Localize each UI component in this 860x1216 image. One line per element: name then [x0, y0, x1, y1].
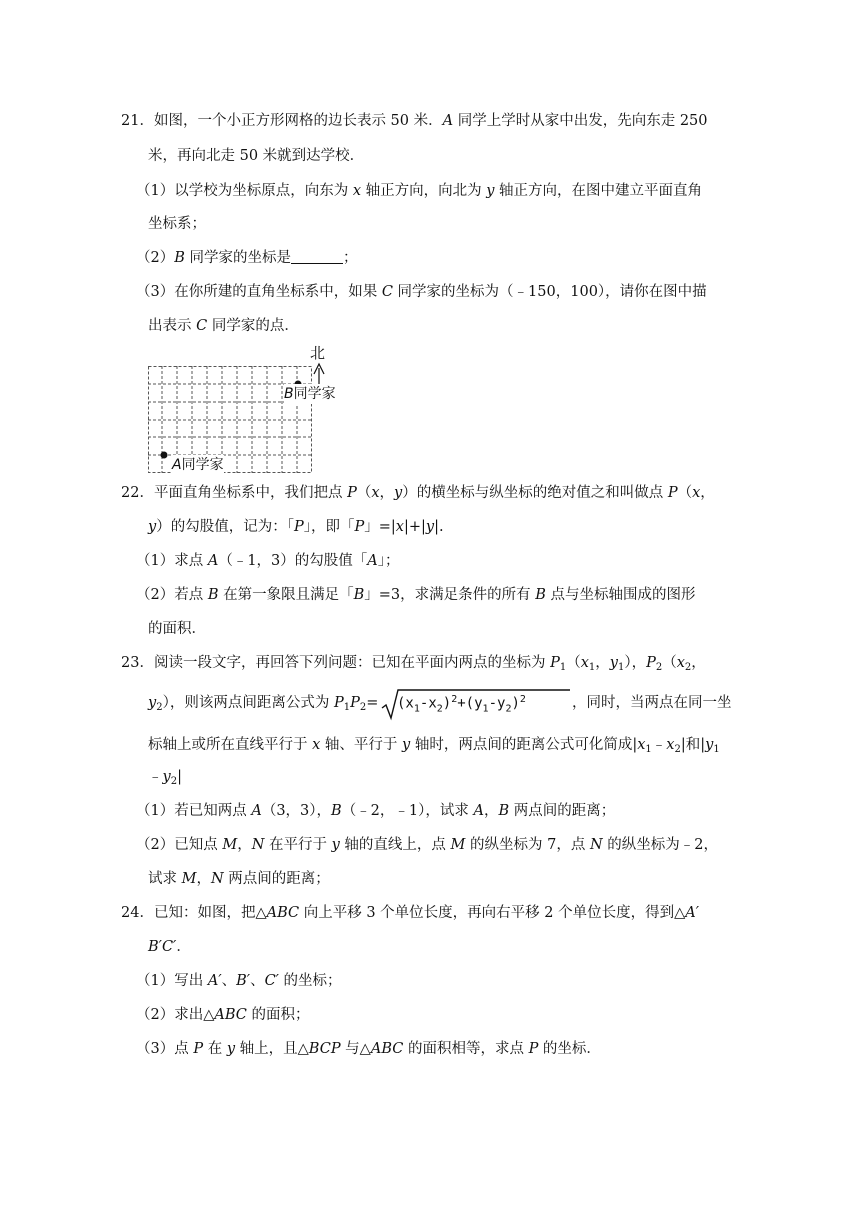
q23-line3: 标轴上或所在直线平行于 x 轴、平行于 y 轴时，两点间的距离公式可化简成$|x_1﹣x_2|$和$|y_1$: [148, 737, 720, 755]
q22-part2-cont: 的面积．: [148, 621, 206, 637]
answer-blank[interactable]: [291, 249, 343, 264]
north-label: 北: [310, 344, 326, 362]
q23-part1: （1）若已知两点 A（3，3），B（﹣2，﹣1），试求 A，B 两点间的距离；: [136, 803, 616, 819]
q21-line2: 米，再向北走 50 米就到达学校．: [148, 148, 365, 164]
q24-part3: （3）点 P 在 y 轴上，且△BCP 与△ABC 的面积相等，求点 P 的坐标．: [136, 1041, 601, 1057]
q23-line4: $﹣y_2|$: [148, 769, 182, 787]
q22-part2: （2）若点 B 在第一象限且满足「B」=3，求满足条件的所有 B 点与坐标轴围成的图形: [136, 587, 696, 603]
q24-part1: （1）写出 A′、B′、C′ 的坐标；: [136, 973, 342, 989]
b-home-label: B同学家: [284, 386, 336, 402]
q21-part1: （1）以学校为坐标原点，向东为 x 轴正方向，向北为 y 轴正方向，在图中建立平面直角: [136, 183, 703, 199]
a-home-label: A同学家: [172, 457, 224, 473]
q21-part1-cont: 坐标系；: [148, 216, 206, 232]
q22-part1: （1）求点 A（﹣1，3）的勾股值「A」；: [136, 553, 400, 569]
q22-line2: y）的勾股值，记为：「P」，即「P」=|x|+|y|.: [148, 519, 444, 535]
q21-part3-cont: 出表示 C 同学家的点．: [148, 318, 299, 334]
q23-line2-cont: ，同时，当两点在同一坐: [572, 695, 732, 711]
q21-line1: 21．如图，一个小正方形网格的边长表示 50 米．A 同学上学时从家中出发，先向东走 250: [121, 113, 708, 129]
q23-part2-cont: 试求 M，N 两点间的距离；: [148, 871, 330, 887]
q21-part2: （2）B 同学家的坐标是 ；: [136, 250, 358, 266]
point-a-dot: [161, 452, 168, 459]
q23-part2: （2）已知点 M，N 在平行于 y 轴的直线上，点 M 的纵坐标为 7，点 N 的纵坐标为﹣2，: [136, 837, 718, 853]
distance-formula: $(x_1-x_2)^2+(y_1-y_2)^2$: [397, 694, 526, 715]
q24-line2: B′C′．: [148, 939, 191, 955]
q21-part3: （3）在你所建的直角坐标系中，如果 C 同学家的坐标为（﹣150，100），请你在图中描: [136, 284, 707, 300]
q23-line1: 23．阅读一段文字，再回答下列问题：已知在平面内两点的坐标为 $P_1(x_1$，$y_1$），$P_2(x_2$，: [121, 655, 706, 673]
q23-line2: $y_2$），则该两点间距离公式为 $P_1P_2=$: [148, 695, 379, 713]
q24-line1: 24．已知：如图，把△ABC 向上平移 3 个单位长度，再向右平移 2 个单位长度，得到△A′: [121, 905, 700, 921]
q24-part2: （2）求出△ABC 的面积；: [136, 1007, 310, 1023]
q22-line1: 22．平面直角坐标系中，我们把点 P（x，y）的横坐标与纵坐标的绝对值之和叫做点 P（x，: [121, 485, 715, 501]
